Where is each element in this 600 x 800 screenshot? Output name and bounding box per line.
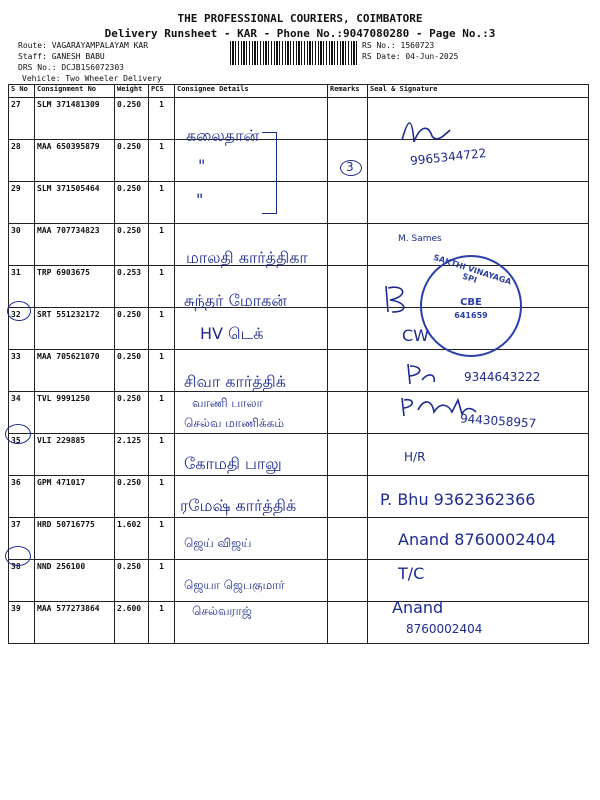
table-row [9,602,589,644]
handwritten-consignee-38: ஜெய் விஜய் [184,536,252,550]
signature-38a: Anand 8760002404 [398,530,557,549]
bracket-mark [262,132,277,214]
sno-cell: 28 [9,140,35,182]
signature-39a: Anand [392,598,444,617]
weight-cell: 0.253 [115,266,149,308]
pcs-cell: 1 [149,98,175,140]
col-weight: Weight [115,85,149,98]
consignment-cell: HRD 50716775 [35,518,115,560]
signature-36: H/R [404,450,426,464]
sno-cell: 32 [9,308,35,350]
consignment-cell: GPM 471017 [35,476,115,518]
table-row [9,182,589,224]
sno-cell: 29 [9,182,35,224]
remarks-cell [328,308,368,350]
pcs-cell: 1 [149,350,175,392]
sno-cell: 34 [9,392,35,434]
signature-38b: T/C [398,564,425,583]
remarks-cell [328,518,368,560]
col-consignee: Consignee Details [175,85,328,98]
consignment-cell: TVL 9991250 [35,392,115,434]
barcode [230,41,358,65]
sno-cell: 30 [9,224,35,266]
sno-cell: 31 [9,266,35,308]
pcs-cell: 1 [149,224,175,266]
signature-34a [402,360,442,388]
remarks-cell [328,392,368,434]
handwritten-consignee-32: சுந்தர் மோகன் [184,291,287,310]
sno-circle-38 [5,546,31,566]
handwritten-consignee-36: கோமதி பாலு [184,454,282,473]
drs-text: DRS No.: DCJB1S6072303 [18,63,124,72]
weight-cell: 0.250 [115,224,149,266]
consignment-cell: MAA 707734823 [35,224,115,266]
runsheet-table [8,84,589,644]
consignment-cell: SRT 551232172 [35,308,115,350]
weight-cell: 0.250 [115,392,149,434]
signature-37: P. Bhu 9362362366 [380,490,536,509]
remarks-cell [328,434,368,476]
delivery-seal-stamp: SAKTHI VINAYAGA SPI CBE 641659 [420,255,522,357]
signature-33: CW [402,326,429,345]
consignment-cell: NND 256100 [35,560,115,602]
signature-phone-34: 9344643222 [464,370,541,384]
remarks-cell [328,476,368,518]
weight-cell: 0.250 [115,182,149,224]
pcs-cell: 1 [149,392,175,434]
pcs-cell: 1 [149,308,175,350]
sno-cell: 39 [9,602,35,644]
pcs-cell: 1 [149,182,175,224]
consignment-cell: VLI 229885 [35,434,115,476]
consignment-cell: MAA 577273864 [35,602,115,644]
weight-cell: 0.250 [115,560,149,602]
sno-cell: 38 [9,560,35,602]
consignment-cell: MAA 650395879 [35,140,115,182]
handwritten-consignee-33: HV டெக் [200,324,264,343]
pcs-cell: 1 [149,560,175,602]
remarks-cell [328,182,368,224]
handwritten-consignee-34a: சிவா கார்த்திக் [184,372,287,391]
company-title: THE PROFESSIONAL COURIERS, COIMBATORE [177,12,423,25]
sno-cell: 27 [9,98,35,140]
sno-cell: 37 [9,518,35,560]
remarks-cell [328,266,368,308]
signature-phone-39: 8760002404 [406,622,483,636]
handwritten-consignee-30: மாலதி கார்த்திகா [186,248,308,267]
consignment-cell: SLM 371481309 [35,98,115,140]
remarks-cell [328,98,368,140]
ditto-mark-28: " [198,156,206,175]
runsheet-subtitle: Delivery Runsheet - KAR - Phone No.:9047080280 - Page No.:3 [104,27,496,40]
consignment-cell: MAA 705621070 [35,350,115,392]
weight-cell: 2.600 [115,602,149,644]
rs-number: RS No.: 1560723 [362,41,435,50]
weight-cell: 1.602 [115,518,149,560]
weight-cell: 2.125 [115,434,149,476]
table-row [9,140,589,182]
sno-cell: 36 [9,476,35,518]
sno-cell: 33 [9,350,35,392]
table-row [9,98,589,140]
col-sno: S No [9,85,35,98]
weight-cell: 0.250 [115,308,149,350]
signature-cell [368,182,589,224]
table-row [9,560,589,602]
handwritten-consignee-35: செல்வ மாணிக்கம் [184,416,285,430]
pcs-cell: 1 [149,434,175,476]
handwritten-consignee-28: கலைதான் [186,126,259,145]
weight-cell: 0.250 [115,98,149,140]
staff-text: Staff: GANESH BABU [18,52,105,61]
sno-circle-35 [5,424,31,444]
weight-cell: 0.250 [115,140,149,182]
remarks-cell [328,602,368,644]
pcs-cell: 1 [149,476,175,518]
sno-cell: 35 [9,434,35,476]
route-text: Route: VAGARAYAMPALAYAM KAR [18,41,149,50]
signature-30: M. Sames [398,234,442,244]
pcs-cell: 1 [149,602,175,644]
table-header [9,85,589,98]
col-remarks: Remarks [328,85,368,98]
signature-27 [398,112,458,152]
remarks-cell [328,224,368,266]
handwritten-consignee-39b: செல்வராஜ் [192,604,252,618]
remarks-cell [328,350,368,392]
remarks-cell [328,560,368,602]
consignment-cell: TRP 6903675 [35,266,115,308]
weight-cell: 0.250 [115,350,149,392]
vehicle-text: Vehicle: Two Wheeler Delivery [22,74,162,83]
sno-circle-32 [7,301,31,321]
pcs-cell: 1 [149,518,175,560]
handwritten-consignee-37: ரமேஷ் கார்த்திக் [180,496,297,515]
rs-date: RS Date: 04-Jun-2025 [362,52,459,61]
table-row [9,434,589,476]
signature-phone-28: 9965344722 [409,146,487,168]
col-seal: Seal & Signature [368,85,589,98]
handwritten-consignee-34b: வாணி பாலா [192,396,263,410]
weight-cell: 0.250 [115,476,149,518]
signature-cell [368,434,589,476]
remark-28: 3 [346,160,354,174]
consignment-cell: SLM 371505464 [35,182,115,224]
pcs-cell: 1 [149,140,175,182]
ditto-mark-29: " [196,190,204,209]
pcs-cell: 1 [149,266,175,308]
col-pcs: PCS [149,85,175,98]
handwritten-consignee-39a: ஜெயா ஜெபகுமார் [184,578,285,592]
col-consignment: Consignment No [35,85,115,98]
signature-phone-35: 9443058957 [459,411,537,431]
